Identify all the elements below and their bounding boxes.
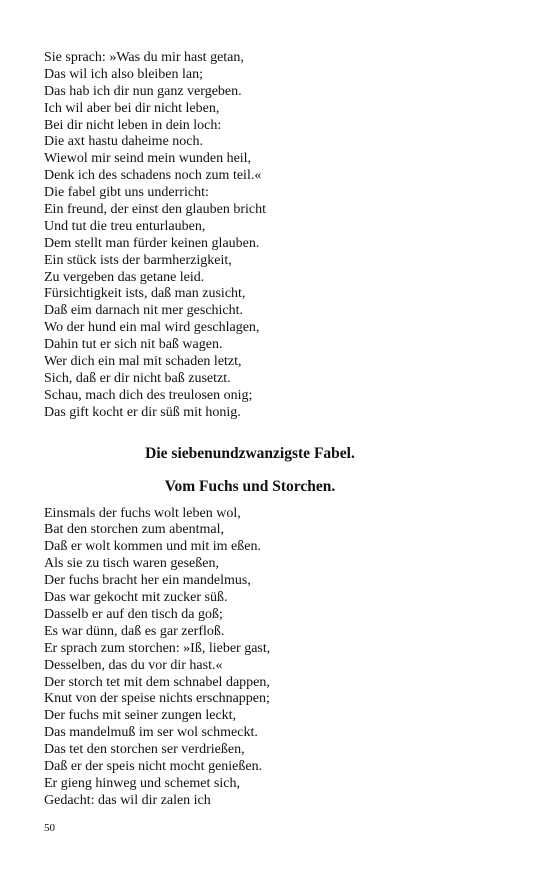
verse-line: Zu vergeben das getane leid. <box>44 269 205 285</box>
verse-line: Daß er der speis nicht mocht genießen. <box>44 758 263 774</box>
verse-line: Er gieng hinweg und schemet sich, <box>44 775 240 791</box>
fable-verse-block <box>44 506 504 810</box>
fable-title: Vom Fuchs und Storchen. <box>164 477 336 495</box>
verse-line: Die fabel gibt uns underricht: <box>44 185 209 201</box>
verse-line: Und tut die treu enturlauben, <box>44 218 206 234</box>
verse-line: Desselben, das du vor dir hast.« <box>44 657 223 673</box>
verse-line: Bei dir nicht leben in dein loch: <box>44 117 222 133</box>
verse-line: Der fuchs mit seiner zungen leckt, <box>44 708 237 724</box>
verse-line: Gedacht: das wil dir zalen ich <box>44 792 211 808</box>
verse-line: Wo der hund ein mal wird geschlagen, <box>44 320 260 336</box>
verse-line: Fürsichtigkeit ists, daß man zusicht, <box>44 286 246 302</box>
verse-line: Das hab ich dir nun ganz vergeben. <box>44 83 242 99</box>
page-number: 50 <box>44 822 55 834</box>
verse-line: Das wil ich also bleiben lan; <box>44 66 204 82</box>
verse-line: Daß er wolt kommen und mit im eßen. <box>44 539 261 555</box>
verse-line: Schau, mach dich des treulosen onig; <box>44 387 253 403</box>
verse-line: Das tet den storchen ser verdrießen, <box>44 742 245 758</box>
verse-line: Sie sprach: »Was du mir hast getan, <box>44 50 244 65</box>
verse-line: Die axt hastu daheime noch. <box>44 134 204 150</box>
verse-line: Einsmals der fuchs wolt leben wol, <box>44 505 241 521</box>
verse-line: Sich, daß er dir nicht baß zusetzt. <box>44 370 231 386</box>
verse-line: Wer dich ein mal mit schaden letzt, <box>44 354 242 370</box>
verse-line: Ein stück ists der barmherzigkeit, <box>44 252 232 268</box>
verse-line: Der storch tet mit dem schnabel dappen, <box>44 674 270 690</box>
verse-line: Dem stellt man fürder keinen glauben. <box>44 235 260 251</box>
top-verse-block <box>44 50 504 422</box>
verse-line: Das gift kocht er dir süß mit honig. <box>44 404 241 420</box>
verse-line: Knut von der speise nichts erschnappen; <box>44 691 270 707</box>
verse-line: Das war gekocht mit zucker süß. <box>44 590 228 606</box>
verse-line: Bat den storchen zum abentmal, <box>44 522 224 538</box>
verse-line: Daß eim darnach nit mer geschicht. <box>44 303 244 319</box>
verse-line: Er sprach zum storchen: »Iß, lieber gast, <box>44 640 271 656</box>
verse-line: Es war dünn, daß es gar zerfloß. <box>44 623 225 639</box>
verse-line: Das mandelmuß im ser wol schmeckt. <box>44 725 258 741</box>
verse-line: Denk ich des schadens noch zum teil.« <box>44 168 262 184</box>
verse-line: Ich wil aber bei dir nicht leben, <box>44 100 220 116</box>
verse-line: Wiewol mir seind mein wunden heil, <box>44 151 252 167</box>
verse-line: Ein freund, der einst den glauben bricht <box>44 202 266 218</box>
verse-line: Der fuchs bracht her ein mandelmus, <box>44 573 251 589</box>
fable-number-heading: Die siebenundzwanzigste Fabel. <box>145 444 355 462</box>
verse-line: Dasselb er auf den tisch da goß; <box>44 606 223 622</box>
verse-line: Als sie zu tisch waren geseßen, <box>44 556 219 572</box>
verse-line: Dahin tut er sich nit baß wagen. <box>44 337 223 353</box>
book-page <box>44 50 504 810</box>
